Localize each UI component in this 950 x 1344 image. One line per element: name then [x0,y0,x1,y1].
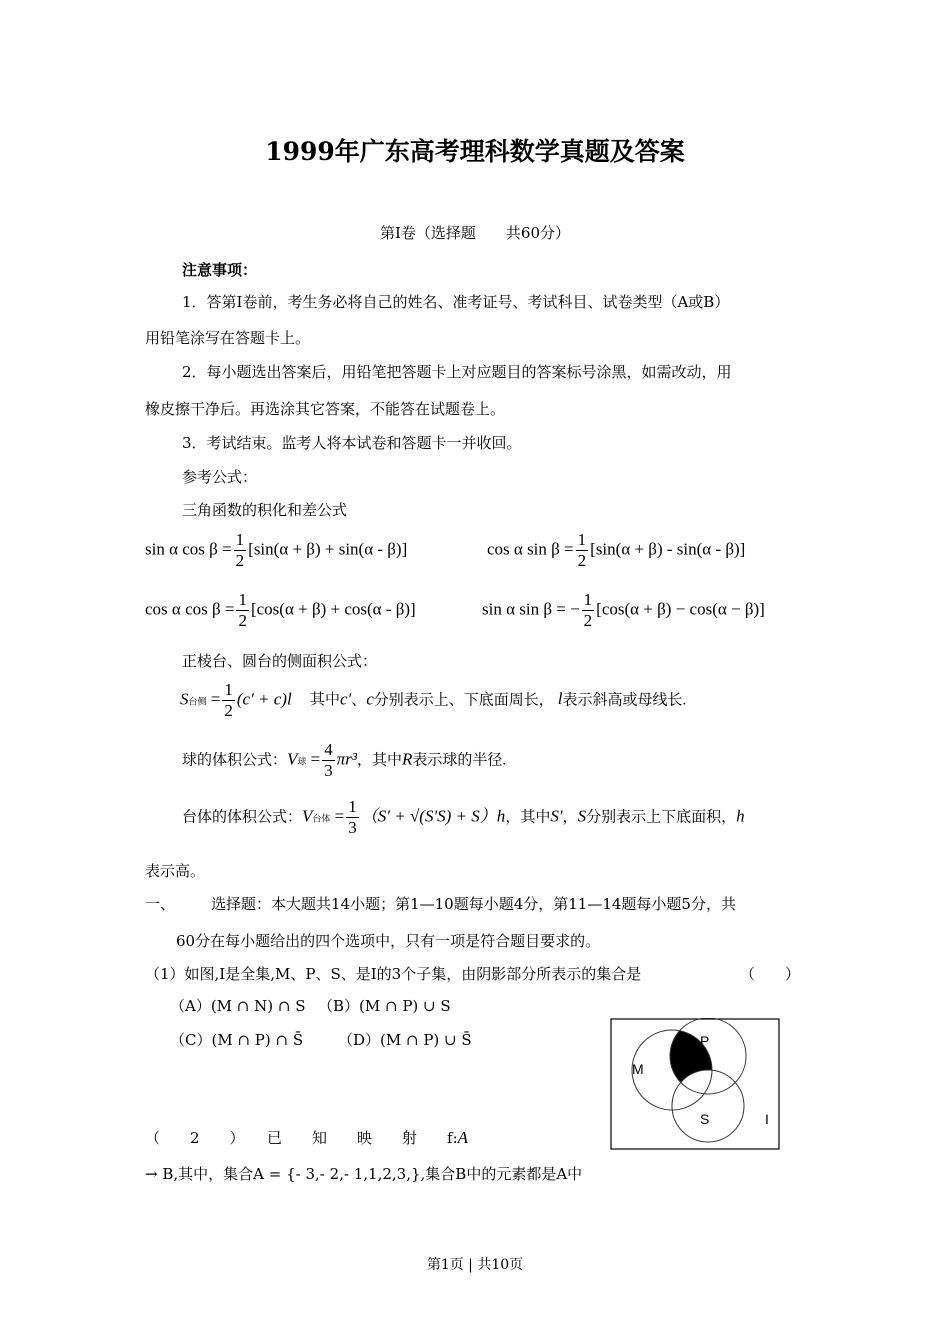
var-S: S [180,689,189,709]
frac-num: 4 [324,740,333,759]
var-R: R [402,749,413,769]
text: 、 [351,692,367,709]
text: ，其中 [357,752,403,769]
question-section-line-1: 选择题：本大题共14小题；第1—10题每小题4分，第11—14题每小题5分，共 [211,895,736,913]
var-c-prime: c′ [339,689,352,709]
text: 其中 [309,692,340,709]
subscript: 台体 [312,813,331,824]
reference-heading: 参考公式： [182,468,258,486]
frac-den: 2 [238,611,247,630]
notice-2-line-1: 2．每小题选出答案后，用铅笔把答题卡上对应题目的答案标号涂黑，如需改动，用 [182,363,732,381]
option-A: （A）(M ∩ N) ∩ S [170,997,306,1015]
label-S: S [700,1111,710,1127]
var-V: V [287,749,298,769]
question-1-blank: （ ） [740,965,801,983]
option-C: （C）(M ∩ P) ∩ S̄ [170,1031,304,1049]
document-title: 1999年广东高考理科数学真题及答案 [265,137,685,166]
text: （ 2 ） 已 知 映 射 f: [145,1129,458,1147]
section-heading: 第Ⅰ卷（选择题 共60分） [379,224,570,242]
formula-sin-sin [482,590,765,631]
trig-heading: 三角函数的积化和差公式 [182,501,348,519]
frustum-formula: S台侧 = $\frac{1}{2}$ (c′ + c)l 其中c′、c分别表示上、下底面周长， l表示斜高或母线长. [180,680,687,720]
text: 球的体积公式： [182,752,288,769]
question-1-stem: （1）如图,Ⅰ是全集,M、P、S、是Ⅰ的3个子集，由阴影部分所表示的集合是 [145,965,642,983]
formula-lhs: sin α sin β = − [482,599,580,619]
formula-rhs: [sin(α + β) + sin(α - β)] [248,539,408,559]
formula-rhs: πr³ [336,749,357,769]
formula-rhs: （S′ + √(S′S) + S）h [360,806,506,826]
formula-rhs: [cos(α + β) − cos(α − β)] [596,599,765,619]
frac-num: 1 [348,797,357,816]
frac-num: 1 [238,590,247,609]
formula-lhs: cos α sin β = [487,539,574,559]
subscript: 球 [297,756,307,767]
tai-volume-formula: 台体的体积公式：V台体 = $\frac{1}{3}$ （S′ + √(S′S) + S）h，其中S′，S分别表示上下底面积，h [182,797,745,837]
var-c: c [366,689,374,709]
var-A: A [457,1128,469,1147]
text: 分别表示上、下底面周长， [373,692,554,709]
formula-lhs: sin α cos β = [145,539,232,559]
formula-rhs: (c′ + c)l [236,689,292,709]
frac-num: 1 [224,680,233,699]
option-B: （B）(M ∩ P) ∪ S [318,997,451,1015]
label-P: P [700,1033,710,1049]
formula-lhs: cos α cos β = [145,599,235,619]
text: 分别表示上下底面积， [586,809,737,826]
formula-cos-cos [145,590,416,631]
frac-den: 2 [224,701,233,720]
question-section-line-2: 60分在每小题给出的四个选项中，只有一项是符合题目要求的。 [176,932,601,950]
subscript: 台侧 [188,696,207,707]
question-section-number: 一、 [145,895,176,913]
text: 台体的体积公式： [182,809,303,826]
var-V: V [302,806,313,826]
frac-den: 2 [235,551,245,570]
notice-1-line-1: 1．答第Ⅰ卷前，考生务必将自己的姓名、准考证号、考试科目、试卷类型（A或B） [182,293,730,311]
var-h: h [736,806,745,826]
option-D: （D）(M ∩ P) ∪ S̄ [338,1031,472,1049]
notice-3: 3．考试结束。监考人将本试卷和答题卡一并收回。 [182,434,522,452]
frustum-heading: 正棱台、圆台的侧面积公式： [182,652,378,670]
formula-rhs: [sin(α + β) - sin(α - β)] [590,539,746,559]
frac-den: 2 [577,551,587,570]
var-S: S [577,806,587,826]
text: 表示球的半径. [412,752,507,769]
question-2-line-1 [145,1127,468,1148]
page-footer: 第1页 | 共10页 [426,1257,524,1273]
frac-num: 1 [583,590,593,609]
notice-1-line-2: 用铅笔涂写在答题卡上。 [145,329,311,347]
frac-num: 1 [577,530,587,549]
var-S-prime: S′ [550,806,563,826]
label-M: M [632,1061,644,1077]
var-l: l [557,689,563,709]
notice-2-line-2: 橡皮擦干净后。再选涂其它答案，不能答在试题卷上。 [145,400,506,418]
text: ， [562,809,578,826]
formula-sin-cos [145,530,407,571]
frac-den: 2 [583,611,593,630]
frac-den: 3 [348,818,357,837]
tai-volume-tail: 表示高。 [145,862,206,880]
question-2-line-2: → B,其中，集合A = {- 3,- 2,- 1,1,2,3,},集合B中的元素都是A中 [145,1165,583,1183]
frac-num: 1 [235,530,245,549]
text: ，其中 [505,809,551,826]
formula-rhs: [cos(α + β) + cos(α - β)] [250,599,416,619]
formula-cos-sin [487,530,745,571]
text: 表示斜高或母线长. [562,692,687,709]
sphere-formula: 球的体积公式：V球 = $\frac{4}{3}$ πr³，其中R表示球的半径. [182,740,507,780]
frac-den: 3 [324,761,333,780]
venn-diagram [610,1018,780,1150]
label-I: I [765,1111,769,1127]
notice-heading: 注意事项： [182,261,258,279]
